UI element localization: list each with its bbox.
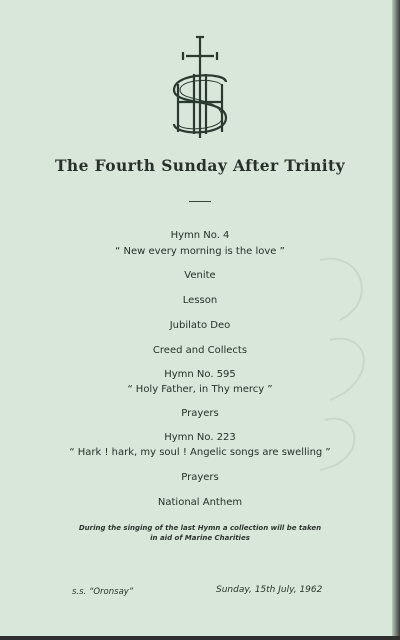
watermark-icon [300, 240, 390, 480]
prayers-2: Prayers [181, 472, 219, 483]
collection-note-line-1: During the singing of the last Hymn a collection will be taken [78, 524, 322, 532]
national-anthem: National Anthem [157, 497, 243, 508]
hymn-4-title: “ New every morning is the love ” [115, 246, 285, 257]
hymn-223-heading: Hymn No. 223 [164, 432, 236, 443]
hymn-223-title: “ Hark ! hark, my soul ! Angelic songs are swelling ” [69, 447, 331, 458]
hymn-595-heading: Hymn No. 595 [164, 369, 236, 380]
page-title: The Fourth Sunday After Trinity [54, 156, 346, 175]
ship-name: s.s. “Oronsay” [72, 587, 134, 597]
paper-edge-bottom [0, 636, 400, 640]
prayers-1: Prayers [181, 408, 219, 419]
title-divider [189, 201, 211, 202]
service-date: Sunday, 15th July, 1962 [216, 585, 323, 595]
jubilato-deo: Jubilato Deo [169, 320, 231, 331]
hymn-4-heading: Hymn No. 4 [170, 230, 230, 241]
paper-edge-shadow [392, 0, 400, 640]
collection-note-line-2: in aid of Marine Charities [150, 534, 250, 542]
venite: Venite [184, 270, 216, 281]
ihs-monogram-icon [166, 34, 234, 144]
creed-and-collects: Creed and Collects [152, 345, 248, 356]
hymn-595-title: “ Holy Father, in Thy mercy ” [127, 384, 273, 395]
lesson: Lesson [182, 295, 218, 306]
